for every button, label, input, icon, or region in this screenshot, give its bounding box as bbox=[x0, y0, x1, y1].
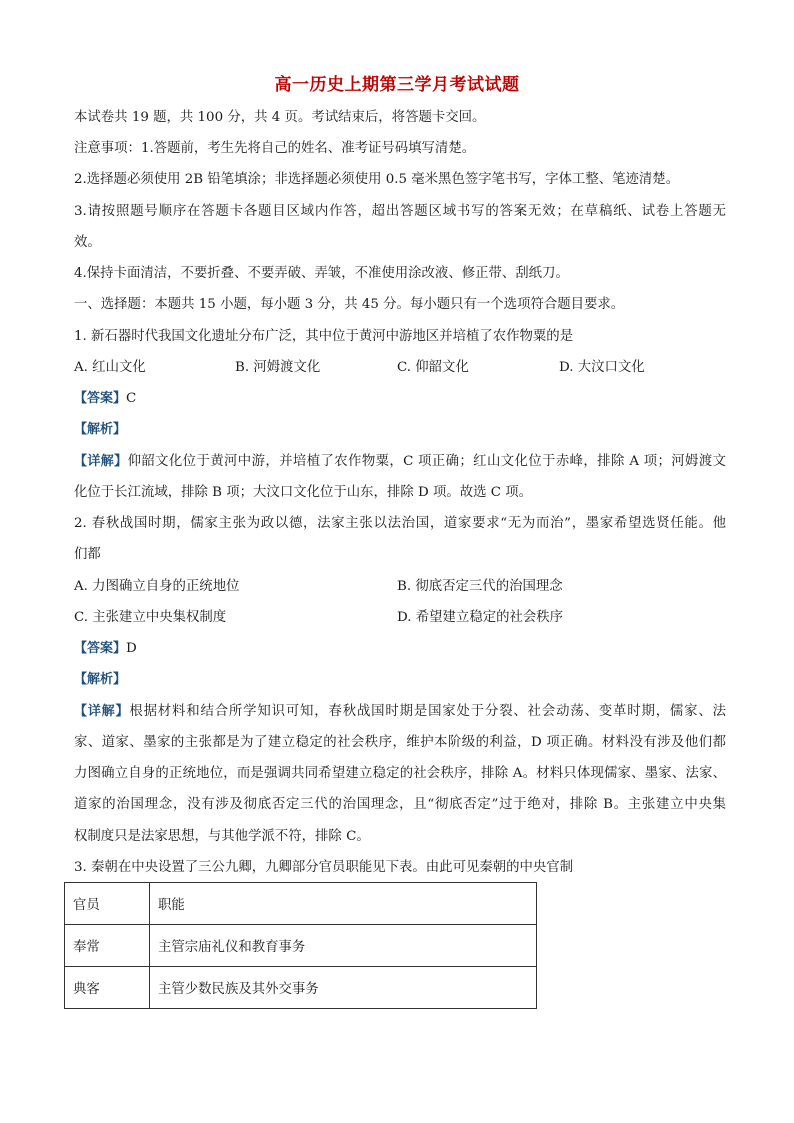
analysis-tag: 【解析】 bbox=[74, 422, 127, 437]
analysis-tag: 【解析】 bbox=[74, 672, 127, 687]
table-header-cell: 官员 bbox=[65, 883, 150, 925]
question-2-answer bbox=[74, 640, 726, 658]
question-2-stem: 2. 春秋战国时期，儒家主张为政以德，法家主张以法治国，道家要求“无为而治”，墨家希望选贤任能。他 bbox=[74, 516, 726, 531]
detail-text: 根据材料和结合所学知识可知，春秋战国时期是国家处于分裂、社会动荡、变革时期，儒家、法 bbox=[129, 704, 726, 719]
question-3-stem: 3. 秦朝在中央设置了三公九卿，九卿部分官员职能见下表。由此可见秦朝的中央官制 bbox=[74, 860, 574, 875]
question-2-option-c: C. 主张建立中央集权制度 bbox=[74, 610, 227, 625]
question-1-answer bbox=[74, 390, 726, 408]
question-1-analysis-heading bbox=[74, 421, 726, 439]
table-cell: 主管宗庙礼仪和教育事务 bbox=[150, 925, 537, 967]
question-2-detail-line: 道家的治国理念，没有涉及彻底否定三代的治国理念，且“彻底否定”过于绝对，排除 B。主张建立中央集 bbox=[74, 797, 726, 812]
question-2-detail-line: 权制度只是法家思想，与其他学派不符，排除 C。 bbox=[74, 829, 370, 844]
question-1-option-a: A. 红山文化 bbox=[74, 360, 146, 375]
table-row bbox=[65, 967, 537, 1009]
answer-value: D bbox=[126, 641, 137, 656]
table-cell: 奉常 bbox=[65, 925, 150, 967]
question-2-detail-line: 家、道家、墨家的主张都是为了建立稳定的社会秩序，维护本阶级的利益，D 项正确。材料没有涉及他们都 bbox=[74, 735, 726, 750]
question-1-option-d: D. 大汶口文化 bbox=[559, 360, 645, 375]
question-2-option-d: D. 希望建立稳定的社会秩序 bbox=[397, 610, 564, 625]
detail-tag: 【详解】 bbox=[74, 704, 130, 719]
intro-line: 效。 bbox=[74, 235, 101, 250]
officials-table bbox=[64, 882, 537, 1009]
intro-line: 注意事项：1.答题前，考生先将自己的姓名、准考证号码填写清楚。 bbox=[74, 141, 476, 156]
question-2-stem-cont: 们都 bbox=[74, 547, 101, 562]
question-2-detail-line: 力图确立自身的正统地位，而是强调共同希望建立稳定的社会秩序，排除 A。材料只体现儒家、墨家、法家、 bbox=[74, 766, 726, 781]
intro-line: 4.保持卡面清洁，不要折叠、不要弄破、弄皱，不准使用涂改液、修正带、刮纸刀。 bbox=[74, 266, 569, 281]
question-2-detail-line bbox=[74, 703, 726, 721]
question-1-detail-line: 化位于长江流域，排除 B 项；大汶口文化位于山东，排除 D 项。故选 C 项。 bbox=[74, 485, 533, 500]
page-title: 高一历史上期第三学月考试试题 bbox=[274, 75, 520, 95]
question-1-detail-line bbox=[74, 453, 726, 471]
question-1-option-b: B. 河姆渡文化 bbox=[235, 360, 321, 375]
table-cell: 典客 bbox=[65, 967, 150, 1009]
answer-tag: 【答案】 bbox=[74, 391, 127, 406]
intro-line: 3.请按照题号顺序在答题卡各题目区域内作答，超出答题区域书写的答案无效；在草稿纸、试卷上答题无 bbox=[74, 204, 726, 219]
table-header-cell: 职能 bbox=[150, 883, 537, 925]
question-1-stem: 1. 新石器时代我国文化遗址分布广泛，其中位于黄河中游地区并培植了农作物粟的是 bbox=[74, 329, 574, 344]
question-2-analysis-heading bbox=[74, 671, 726, 689]
table-header-row bbox=[65, 883, 537, 925]
question-2-option-a: A. 力图确立自身的正统地位 bbox=[74, 579, 240, 594]
table-row bbox=[65, 925, 537, 967]
intro-line: 本试卷共 19 题，共 100 分，共 4 页。考试结束后，将答题卡交回。 bbox=[74, 110, 486, 125]
question-2-option-b: B. 彻底否定三代的治国理念 bbox=[397, 579, 563, 594]
table-cell: 主管少数民族及其外交事务 bbox=[150, 967, 537, 1009]
question-1-option-c: C. 仰韶文化 bbox=[397, 360, 469, 375]
intro-line: 2.选择题必须使用 2B 铅笔填涂；非选择题必须使用 0.5 毫米黑色签字笔书写，字体工整、笔迹清楚。 bbox=[74, 172, 680, 187]
answer-tag: 【答案】 bbox=[74, 641, 127, 656]
detail-tag: 【详解】 bbox=[74, 454, 128, 469]
answer-value: C bbox=[126, 391, 137, 406]
detail-text: 仰韶文化位于黄河中游，并培植了农作物粟，C 项正确；红山文化位于赤峰，排除 A 项；河姆渡文 bbox=[127, 454, 726, 469]
section-heading: 一、选择题：本题共 15 小题，每小题 3 分，共 45 分。每小题只有一个选项符合题目要求。 bbox=[74, 297, 625, 312]
